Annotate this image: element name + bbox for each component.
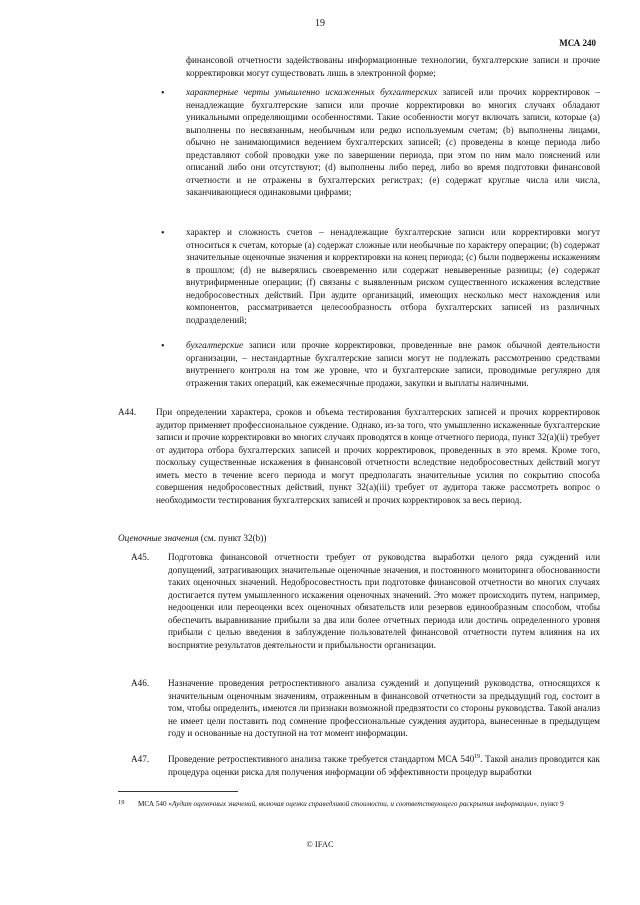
footnote-ref[interactable]: 19 [474,753,481,760]
document-code: МСА 240 [559,38,596,48]
paragraph-label-a45: A45. [131,552,150,562]
bullet-text: записей или прочих корректировок – ненадлежащие бухгалтерские записи или прочие корректировки во многих случаях обладают уникальными определяющими особенностями. Такие особенности могут включать записи, которые (a) выполнены по несвязанным, необычным или редко используемым счетам; (b) выполнены лицами, обычно не занимающимися ведением бухгалтерских записей; (c) проведены в конце периода либо представляют собой проводки уже по завершении периода, при этом по ним мало пояснений или описаний либо они отсутствуют; (d) выполнены либо перед, либо во время подготовки финансовой отчетности и не отражены в бухгалтерских регистрах; (e) содержат круглые числа или числа, заканчивающиеся одинаковыми цифрами; [186,87,600,197]
paragraph-a44: При определении характера, сроков и объема тестирования бухгалтерских записей и прочих корректировок аудитор применяет профессиональное суждение. Однако, из-за того, что умышленно искаженные бухгалтерские записи и прочие корректировки во многих случаях проводятся в конце отчетного периода, пункт 32(a)(ii) требует от аудитора отбора бухгалтерских записей и прочих корректировок, проведенных в это время. Кроме того, поскольку существенные искажения в финансовой отчетности вследствие недобросовестных действий могут иметь место в течение всего периода и могут предполагать значительные усилия по сокрытию способа совершения недобросовестных действий, пункт 32(a)(iii) требует от аудитора также рассмотреть вопрос о необходимости тестирования бухгалтерских записей и прочих корректировок за весь период. [156,407,600,505]
bullet-item [186,226,600,326]
page-number: 19 [315,18,325,29]
a47-text-before: Проведение ретроспективного анализа также требуется стандартом МСА 540 [168,754,475,764]
bullet-item [186,86,600,199]
bullet-dot: • [161,341,165,352]
bullet-dot: • [161,228,165,239]
paragraph-label-a46: A46. [131,678,150,688]
section-heading [118,532,266,545]
paragraph-label-a44: A44. [118,407,137,417]
footnote-text-after: », пункт 9 [533,800,564,808]
bullet-lead: бухгалтерские [186,340,244,350]
a47-text-after: . Такой анализ проводится как процедура оценки риска для получения информации об эффективности процедур выработки [168,754,600,777]
footnote-number: 19 [118,799,125,806]
section-heading-ref: (см. пункт 32(b)) [198,533,267,543]
bullet-dot: • [161,88,165,99]
bullet-text: записи или прочие корректировки, проведенные вне рамок обычной деятельности организации, – нестандартные бухгалтерские записи могут не подлежать рассмотрению средствами внутреннего контроля на том же уровне, что и бухгалтерские записи, проводимые регулярно для отражения таких операций, как ежемесячные продажи, закупки и выплаты наличными. [186,340,600,388]
paragraph-a46: Назначение проведения ретроспективного анализа суждений и допущений руководства, относящихся к значительным оценочным значениям, отраженным в финансовой отчетности за предыдущий год, состоит в том, чтобы определить, имеются ли признаки возможной предвзятости со стороны руководства. Такой анализ не имеет цели поставить под сомнение профессиональные суждения аудитора, вынесенные в предыдущем году и основанные на доступной на тот момент информации. [168,678,600,738]
footnote-title: Аудит оценочных значений, включая оценки справедливой стоимости, и соответствующего раскрытия информации [172,800,534,808]
intro-text: финансовой отчетности задействованы информационные технологии, бухгалтерские записи и прочие корректировки могут существовать лишь в электронной форме; [186,55,600,78]
paragraph-label-a47: A47. [131,754,150,764]
footnote-divider [118,791,238,792]
paragraph-a47 [168,753,600,778]
footnote-text-before: МСА 540 « [138,800,172,808]
section-heading-title: Оценочные значения [118,533,199,543]
footnote-text [138,799,598,809]
bullet-lead: характерные черты умышленно искаженных бухгалтерских [186,87,438,97]
footer-copyright: © IFAC [306,839,334,849]
bullet-item [186,339,600,389]
paragraph-a45: Подготовка финансовой отчетности требует от руководства выработки целого ряда суждений или допущений, затрагивающих значительные оценочные значения, и постоянного мониторинга обоснованности таких оценочных значений. Недобросовестность при подготовке финансовой отчетности во многих случаях достигается путем умышленного искажения оценочных значений. Это может происходить путем, например, недооценки или переоценки всех оценочных обязательств или резервов единообразным способом, чтобы обеспечить выравнивание прибыли за два или более отчетных периода или достичь определенного уровня прибыли с целью введения в заблуждение пользователей финансовой отчетности путем влияния на их восприятие результатов деятельности и прибыльности организации. [168,552,600,650]
bullet-text: характер и сложность счетов – ненадлежащие бухгалтерские записи или корректировки могут относиться к счетам, которые (a) содержат сложные или необычные по характеру операции; (b) содержат значительные оценочные значения и корректировки на конец периода; (c) были подвержены искажениям в прошлом; (d) не выверялись своевременно или содержат невыверенные разницы; (e) содержат внутрифирменные операции; (f) связаны с выявленным риском существенного искажения вследствие недобросовестных действий. При аудите организаций, имеющих несколько мест нахождения или компонентов, рассматривается целесообразность отбора бухгалтерских записей из различных подразделений; [186,227,600,325]
